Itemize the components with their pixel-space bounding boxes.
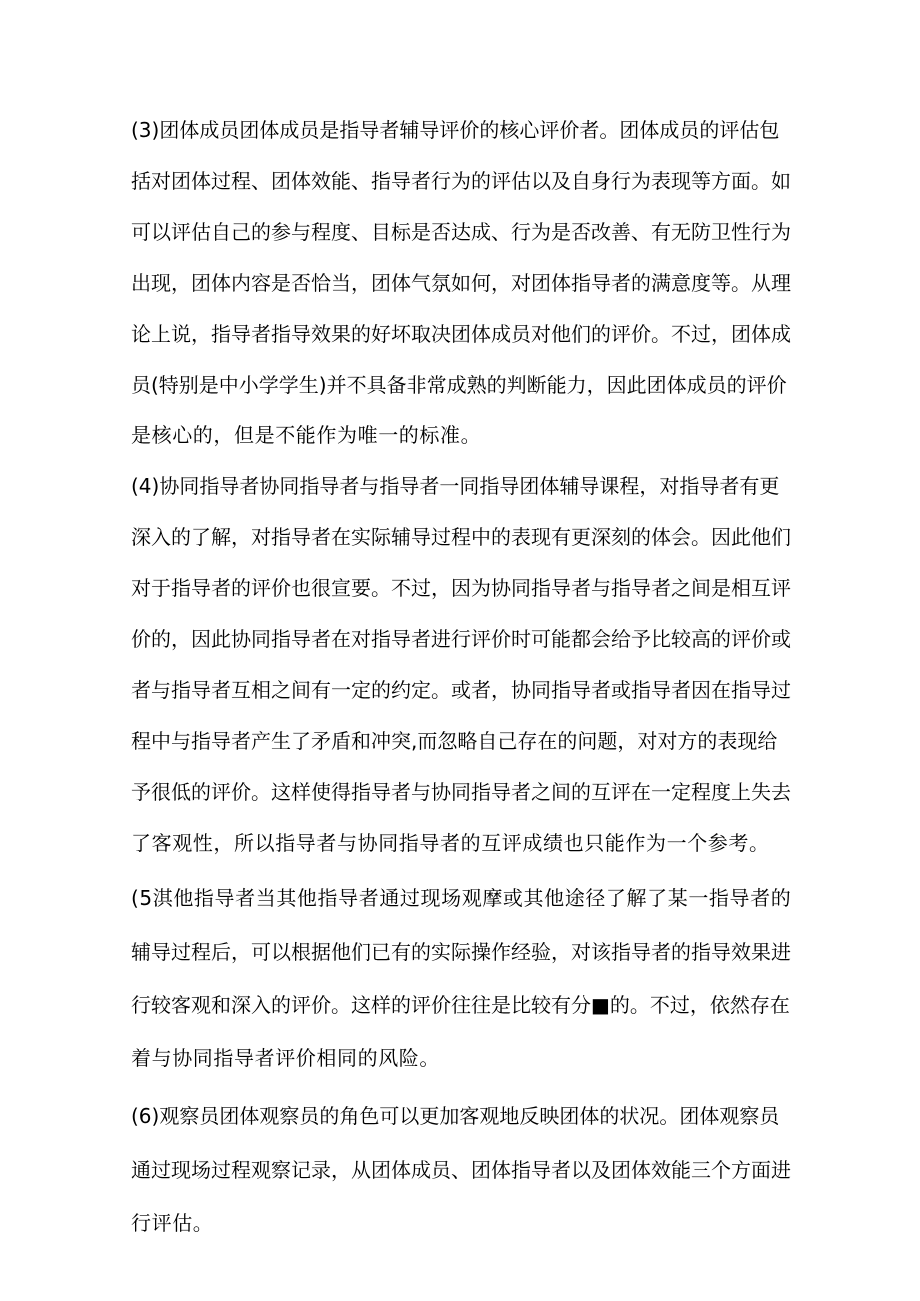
text-line: 可以评估自己的参与程度、目标是否达成、行为是否改善、有无防卫性行为 (131, 220, 791, 244)
text-line: 予很低的评价。这样使得指导者与协同指导者之间的互评在一定程度上失去 (131, 780, 791, 804)
text-line: 辅导过程后，可以根据他们已有的实际操作经验，对该指导者的指导效果进 (131, 940, 791, 964)
text-line: 行评估。 (131, 1211, 214, 1235)
text-line: (4)协同指导者协同指导者与指导者一同指导团体辅导课程，对指导者有更 (131, 474, 780, 498)
text-line: 价的，因此协同指导者在对指导者进行评价时可能都会给予比较高的评价或 (131, 627, 791, 651)
text-line: 了客观性，所以指导者与协同指导者的互评成绩也只能作为一个参考。 (131, 831, 770, 855)
text-line: 是核心的，但是不能作为唯一的标准。 (131, 423, 482, 447)
text-line: 者与指导者互相之间有一定的约定。或者，协同指导者或指导者因在指导过 (131, 678, 791, 702)
text-line: 出现，团体内容是否恰当，团体气氛如何，对团体指导者的满意度等。从理 (131, 271, 791, 295)
text-line: (3)团体成员团体成员是指导者辅导评价的核心评价者。团体成员的评估包 (131, 118, 780, 142)
text-line: 括对团体过程、团体效能、指导者行为的评估以及自身行为表现等方面。如 (131, 169, 791, 193)
text-line: (6)观察员团体观察员的角色可以更加客观地反映团体的状况。团体观察员 (131, 1104, 780, 1128)
text-line: 行较客观和深入的评价。这样的评价往往是比较有分■的。不过，依然存在 (131, 993, 790, 1017)
text-line: 着与协同指导者评价相同的风险。 (131, 1046, 440, 1070)
text-line: 通过现场过程观察记录，从团体成员、团体指导者以及团体效能三个方面进 (131, 1158, 791, 1182)
text-line: 深入的了解，对指导者在实际辅导过程中的表现有更深刻的体会。因此他们 (131, 525, 791, 549)
text-line: 论上说，指导者指导效果的好坏取决团体成员对他们的评价。不过，团体成 (131, 322, 791, 346)
text-line: 程中与指导者产生了矛盾和冲突,而忽略自己存在的问题，对对方的表现给 (131, 729, 778, 753)
text-line: (5淇他指导者当其他指导者通过现场观摩或其他途径了解了某一指导者的 (131, 886, 792, 910)
text-line: 对于指导者的评价也很宣要。不过，因为协同指导者与指导者之间是相互评 (131, 576, 791, 600)
text-line: 员(特别是中小学学生)并不具备非常成熟的判断能力，因此团体成员的评价 (131, 373, 787, 397)
